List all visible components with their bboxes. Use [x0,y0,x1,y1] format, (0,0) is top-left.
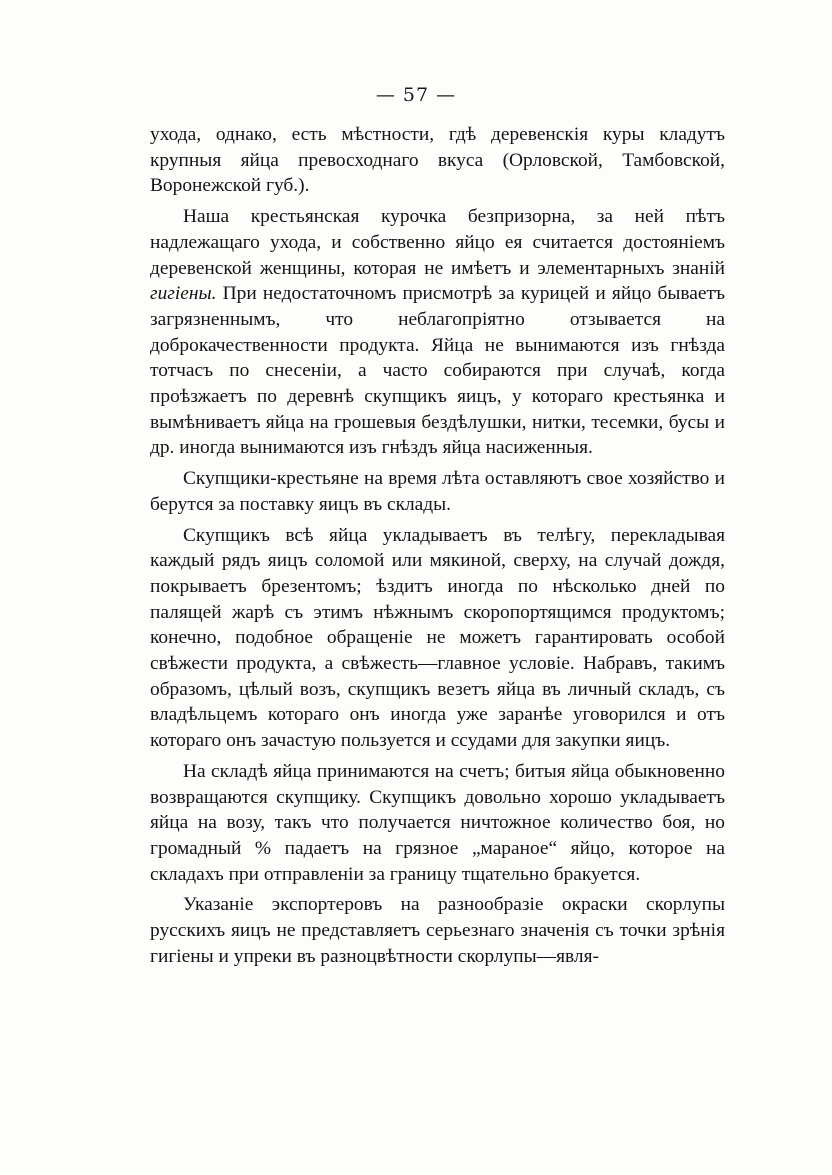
paragraph-2-part-2: При недостаточномъ присмотрѣ за курицей и яйцо бываетъ загрязненнымъ, что неблагопріятно отзывается на доброкачественности продукта. Яйца не вынимаются изъ гнѣзда тотчасъ по снесеніи, а часто собираются при случаѣ, когда проѣзжаетъ по деревнѣ скупщикъ яицъ, у котораго крестьянка и вымѣниваетъ яйца на грошевыя бездѣлушки, нитки, тесемки, бусы и др. иногда вынимаются изъ гнѣздъ яйца насиженныя. [150,283,725,459]
paragraph-1: ухода, однако, есть мѣстности, гдѣ деревенскія куры кладутъ крупныя яйца превосходнаго вкуса (Орловской, Тамбовской, Воронежской губ.). [150,124,725,197]
paragraph-2-italic: гигіены. [150,283,217,305]
paragraph-5: На складѣ яйца принимаются на счетъ; битыя яйца обыкновенно возвращаются скупщику. Скупщикъ довольно хорошо укладываетъ яйца на возу, такъ что получается ничтожное количество боя, но громадный % падаетъ на грязное „мараное“ яйцо, которое на складахъ при отправленіи за границу тщательно бракуется. [150,760,725,885]
paragraph-2-part-1: Наша крестьянская курочка безпризорна, за ней пѣтъ надлежащаго ухода, и собственно яйцо ея считается достояніемъ деревенской женщины, которая не имѣетъ и элементарныхъ знаній [150,206,725,279]
paragraph-2 [150,204,725,461]
paragraph-4: Скупщикъ всѣ яйца укладываетъ въ телѣгу, перекладывая каждый рядъ яицъ соломой или мякиной, сверху, на случай дождя, покрываетъ брезентомъ; ѣздитъ иногда по нѣсколько дней по палящей жарѣ съ этимъ нѣжнымъ скоропортящимся продуктомъ; конечно, подобное обращеніе не можетъ гарантировать особой свѣжести продукта, а свѣжесть—главное условіе. Набравъ, такимъ образомъ, цѣлый возъ, скупщикъ везетъ яйца въ личный складъ, съ владѣльцемъ котораго онъ иногда уже заранѣе уговорился и отъ котораго онъ зачастую пользуется и ссудами для закупки яицъ. [150,524,725,752]
paragraph-3: Скупщики-крестьяне на время лѣта оставляютъ свое хозяйство и берутся за поставку яицъ въ склады. [150,468,725,515]
body-text [150,122,725,970]
page-number: — 57 — [375,84,457,106]
paragraph-6: Указаніе экспортеровъ на разнообразіе окраски скорлупы русскихъ яицъ не представляетъ серьезнаго значенія съ точки зрѣнія гигіены и упреки въ разноцвѣтности скорлупы—явля- [150,894,725,967]
